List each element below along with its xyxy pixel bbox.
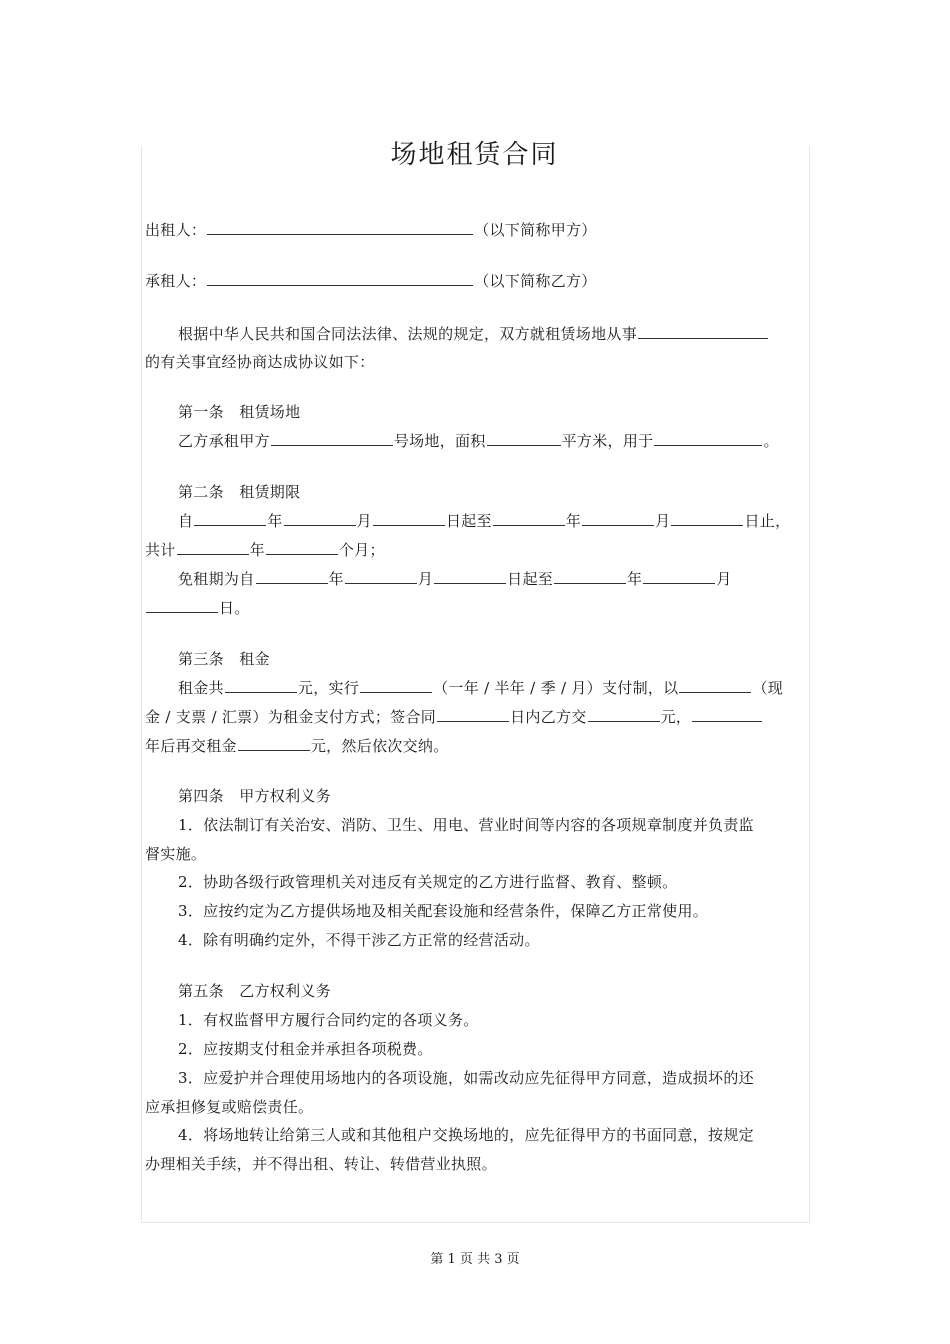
article-5-item-4: 4．将场地转让给第三人或和其他租户交换场地的，应先征得甲方的书面同意，按规定 [178,1126,754,1144]
lessor-blank [207,220,473,235]
article-3-line-2: 金 / 支票 / 汇票）为租金支付方式；签合同 日内乙方交 元， [145,707,810,727]
article-1-line: 乙方承租甲方 号场地，面积 平方米，用于 。 [178,432,779,450]
article-3-heading: 第三条 租金 [178,650,270,668]
article-4-item-4: 4．除有明确约定外，不得干涉乙方正常的经营活动。 [178,931,540,949]
article-5-item-3: 3．应爱护并合理使用场地内的各项设施，如需改动应先征得甲方同意，造成损坏的还 [178,1069,754,1087]
article-5-heading: 第五条 乙方权利义务 [178,982,332,1000]
article-3-line-3: 年后再交租金 元，然后依次交纳。 [145,737,449,755]
article-2-line-3: 免租期为自 年 月 日起至 年 月 [178,570,732,588]
article-4-item-2: 2．协助各级行政管理机关对违反有关规定的乙方进行监督、教育、整顿。 [178,873,678,891]
document-title: 场地租赁合同 [390,140,559,170]
business-blank [638,324,768,339]
lessee-blank [207,271,473,286]
lessee-line: 承租人： （以下简称乙方） [145,272,597,290]
article-4-item-3: 3．应按约定为乙方提供场地及相关配套设施和经营条件，保障乙方正常使用。 [178,902,709,920]
article-1-heading: 第一条 租赁场地 [178,403,301,421]
lessor-line: 出租人： （以下简称甲方） [145,221,597,239]
preamble-line-2: 的有关事宜经协商达成协议如下： [145,353,375,371]
article-5-item-2: 2．应按期支付租金并承担各项税费。 [178,1040,433,1058]
preamble-line-1: 根据中华人民共和国合同法法律、法规的规定，双方就租赁场地从事 [178,324,810,344]
article-2-line-4: 日。 [145,598,810,618]
article-2-line-1: 自 年 月 日起至 年 月 日止， [178,512,791,530]
article-2-heading: 第二条 租赁期限 [178,483,301,501]
article-5-item-1: 1．有权监督甲方履行合同约定的各项义务。 [178,1011,479,1029]
article-2-line-2: 共计 年 个月； [145,541,385,559]
article-4-heading: 第四条 甲方权利义务 [178,787,332,805]
article-4-item-1: 1．依法制订有关治安、消防、卫生、用电、营业时间等内容的各项规章制度并负责监 [178,816,754,834]
article-5-item-4-cont: 办理相关手续，并不得出租、转让、转借营业执照。 [145,1155,497,1173]
article-5-item-3-cont: 应承担修复或赔偿责任。 [145,1098,314,1116]
article-3-line-1: 租金共 元，实行 （一年 / 半年 / 季 / 月）支付制，以 （现 [178,679,784,697]
article-4-item-1-cont: 督实施。 [145,845,207,863]
page-number: 第 1 页 共 3 页 [430,1252,520,1267]
